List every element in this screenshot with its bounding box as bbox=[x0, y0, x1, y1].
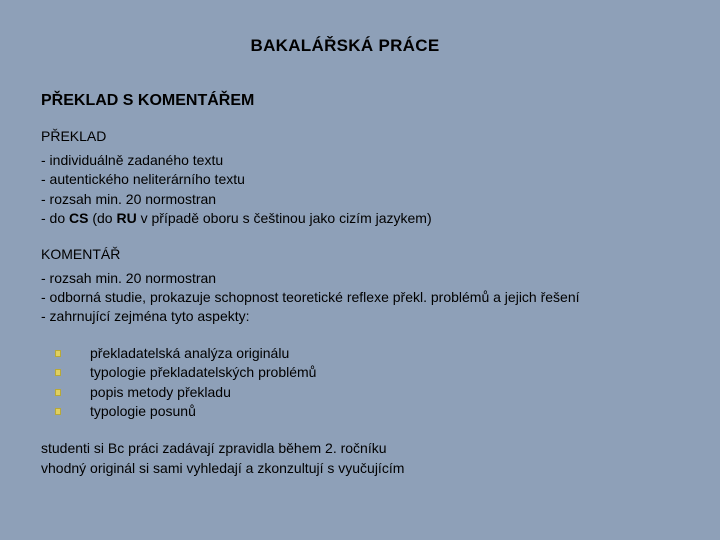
preklad-line: - autentického neliterárního textu bbox=[41, 171, 245, 188]
aspects-list bbox=[41, 344, 691, 422]
slide-content bbox=[41, 92, 691, 478]
cs-abbreviation: CS bbox=[69, 210, 89, 227]
list-item-text: typologie posunů bbox=[90, 403, 196, 420]
list-item bbox=[41, 344, 691, 363]
komentar-line: - zahrnující zejména tyto aspekty: bbox=[41, 308, 250, 325]
komentar-line: - rozsah min. 20 normostran bbox=[41, 269, 217, 286]
note-line: studenti si Bc práci zadávají zpravidla během 2. ročníku bbox=[41, 440, 387, 457]
list-item-text: popis metody překladu bbox=[90, 383, 231, 400]
square-bullet-icon bbox=[55, 350, 61, 357]
preklad-line-language bbox=[41, 209, 691, 228]
list-item bbox=[41, 402, 691, 421]
preklad-line: - rozsah min. 20 normostran bbox=[41, 190, 217, 207]
note-line: vhodný originál si sami vyhledají a zkonzultují s vyučujícím bbox=[41, 459, 405, 476]
preklad-lines bbox=[41, 151, 691, 229]
notes bbox=[41, 439, 691, 478]
list-item-text: překladatelská analýza originálu bbox=[90, 344, 290, 361]
list-item bbox=[41, 363, 691, 382]
preklad-title: PŘEKLAD bbox=[41, 128, 107, 144]
list-item bbox=[41, 383, 691, 402]
section-heading: PŘEKLAD S KOMENTÁŘEM bbox=[41, 92, 255, 109]
komentar-line: - odborná studie, prokazuje schopnost teoretické reflexe překl. problémů a jejich řešení bbox=[41, 289, 580, 306]
square-bullet-icon bbox=[55, 408, 61, 415]
komentar-title: KOMENTÁŘ bbox=[41, 245, 121, 262]
preklad-line-part: - do bbox=[41, 210, 70, 227]
ru-abbreviation: RU bbox=[116, 210, 137, 227]
list-item-text: typologie překladatelských problémů bbox=[90, 364, 317, 381]
slide-title: BAKALÁŘSKÁ PRÁCE bbox=[250, 36, 440, 55]
preklad-line: - individuálně zadaného textu bbox=[41, 152, 224, 168]
square-bullet-icon bbox=[55, 389, 61, 396]
komentar-lines bbox=[41, 269, 691, 327]
preklad-line-part: v případě oboru s češtinou jako cizím jazykem) bbox=[136, 210, 432, 227]
square-bullet-icon bbox=[55, 369, 61, 376]
preklad-line-part: (do bbox=[88, 210, 117, 227]
